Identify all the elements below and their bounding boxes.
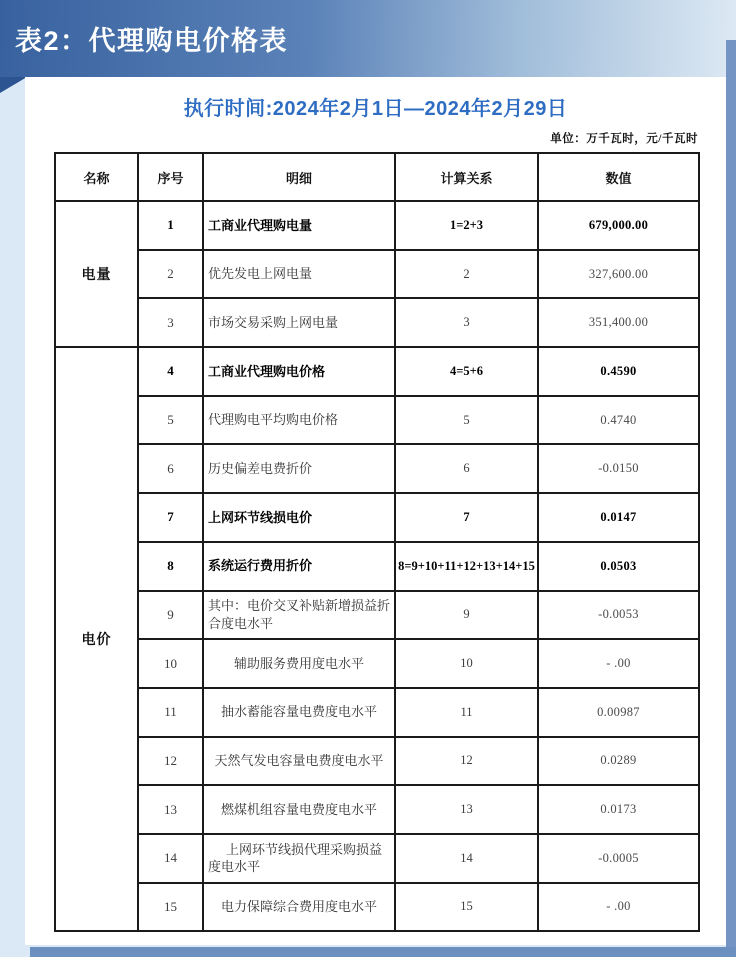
row-number: 15 bbox=[138, 883, 203, 932]
col-header-name: 名称 bbox=[55, 153, 138, 201]
row-detail: 天然气发电容量电费度电水平 bbox=[203, 737, 395, 786]
title-banner bbox=[0, 0, 736, 77]
row-calc: 5 bbox=[395, 396, 538, 445]
row-detail: 上网环节线损代理采购损益度电水平 bbox=[203, 834, 395, 883]
row-calc: 11 bbox=[395, 688, 538, 737]
table-row bbox=[55, 639, 699, 688]
row-value: 679,000.00 bbox=[538, 201, 699, 250]
row-number: 7 bbox=[138, 493, 203, 542]
row-number: 1 bbox=[138, 201, 203, 250]
table-row bbox=[55, 347, 699, 396]
table-row bbox=[55, 542, 699, 591]
table-row bbox=[55, 493, 699, 542]
table-row bbox=[55, 444, 699, 493]
row-value: 0.0147 bbox=[538, 493, 699, 542]
row-number: 14 bbox=[138, 834, 203, 883]
row-detail: 工商业代理购电量 bbox=[203, 201, 395, 250]
row-calc: 13 bbox=[395, 785, 538, 834]
row-value: 0.0289 bbox=[538, 737, 699, 786]
row-value: 0.4740 bbox=[538, 396, 699, 445]
row-value: 327,600.00 bbox=[538, 250, 699, 299]
row-number: 2 bbox=[138, 250, 203, 299]
content-panel bbox=[25, 77, 726, 945]
row-value: -0.0053 bbox=[538, 591, 699, 640]
group-label: 电价 bbox=[55, 347, 138, 931]
right-edge-stripe bbox=[726, 40, 736, 957]
row-detail: 电力保障综合费用度电水平 bbox=[203, 883, 395, 932]
row-value: 0.00987 bbox=[538, 688, 699, 737]
row-calc: 3 bbox=[395, 298, 538, 347]
table-row bbox=[55, 883, 699, 932]
row-number: 6 bbox=[138, 444, 203, 493]
unit-note: 单位：万千瓦时，元/千瓦时 bbox=[550, 133, 698, 145]
row-number: 11 bbox=[138, 688, 203, 737]
row-value: - .00 bbox=[538, 883, 699, 932]
col-header-value: 数值 bbox=[538, 153, 699, 201]
row-value: -0.0150 bbox=[538, 444, 699, 493]
row-value: 0.0503 bbox=[538, 542, 699, 591]
row-calc: 15 bbox=[395, 883, 538, 932]
row-calc: 7 bbox=[395, 493, 538, 542]
row-number: 3 bbox=[138, 298, 203, 347]
row-calc: 6 bbox=[395, 444, 538, 493]
table-row bbox=[55, 688, 699, 737]
row-value: 0.0173 bbox=[538, 785, 699, 834]
bottom-bar bbox=[30, 947, 736, 957]
row-detail: 工商业代理购电价格 bbox=[203, 347, 395, 396]
row-detail: 燃煤机组容量电费度电水平 bbox=[203, 785, 395, 834]
row-detail: 上网环节线损电价 bbox=[203, 493, 395, 542]
col-header-detail: 明细 bbox=[203, 153, 395, 201]
banner-fold-triangle bbox=[0, 77, 27, 93]
table-row bbox=[55, 396, 699, 445]
row-number: 13 bbox=[138, 785, 203, 834]
row-number: 5 bbox=[138, 396, 203, 445]
header-row bbox=[55, 153, 699, 201]
row-value: -0.0005 bbox=[538, 834, 699, 883]
row-number: 10 bbox=[138, 639, 203, 688]
table-row bbox=[55, 250, 699, 299]
row-number: 9 bbox=[138, 591, 203, 640]
row-detail: 代理购电平均购电价格 bbox=[203, 396, 395, 445]
row-calc: 4=5+6 bbox=[395, 347, 538, 396]
row-value: - .00 bbox=[538, 639, 699, 688]
price-table bbox=[54, 152, 700, 932]
execution-period: 执行时间:2024年2月1日—2024年2月29日 bbox=[183, 98, 568, 120]
col-header-no: 序号 bbox=[138, 153, 203, 201]
row-value: 0.4590 bbox=[538, 347, 699, 396]
row-number: 12 bbox=[138, 737, 203, 786]
row-calc: 8=9+10+11+12+13+14+15 bbox=[395, 542, 538, 591]
row-value: 351,400.00 bbox=[538, 298, 699, 347]
row-detail: 抽水蓄能容量电费度电水平 bbox=[203, 688, 395, 737]
table-row bbox=[55, 737, 699, 786]
row-calc: 9 bbox=[395, 591, 538, 640]
row-detail: 历史偏差电费折价 bbox=[203, 444, 395, 493]
row-calc: 2 bbox=[395, 250, 538, 299]
row-detail: 辅助服务费用度电水平 bbox=[203, 639, 395, 688]
col-header-calc: 计算关系 bbox=[395, 153, 538, 201]
page-title: 表2：代理购电价格表 bbox=[15, 26, 289, 56]
row-calc: 10 bbox=[395, 639, 538, 688]
row-detail: 市场交易采购上网电量 bbox=[203, 298, 395, 347]
table-row bbox=[55, 201, 699, 250]
table-row bbox=[55, 834, 699, 883]
row-number: 4 bbox=[138, 347, 203, 396]
row-detail: 优先发电上网电量 bbox=[203, 250, 395, 299]
row-detail: 其中：电价交叉补贴新增损益折合度电水平 bbox=[203, 591, 395, 640]
row-detail: 系统运行费用折价 bbox=[203, 542, 395, 591]
row-number: 8 bbox=[138, 542, 203, 591]
group-label: 电量 bbox=[55, 201, 138, 347]
row-calc: 1=2+3 bbox=[395, 201, 538, 250]
row-calc: 14 bbox=[395, 834, 538, 883]
table-row bbox=[55, 785, 699, 834]
row-calc: 12 bbox=[395, 737, 538, 786]
table-row bbox=[55, 591, 699, 640]
table-row bbox=[55, 298, 699, 347]
